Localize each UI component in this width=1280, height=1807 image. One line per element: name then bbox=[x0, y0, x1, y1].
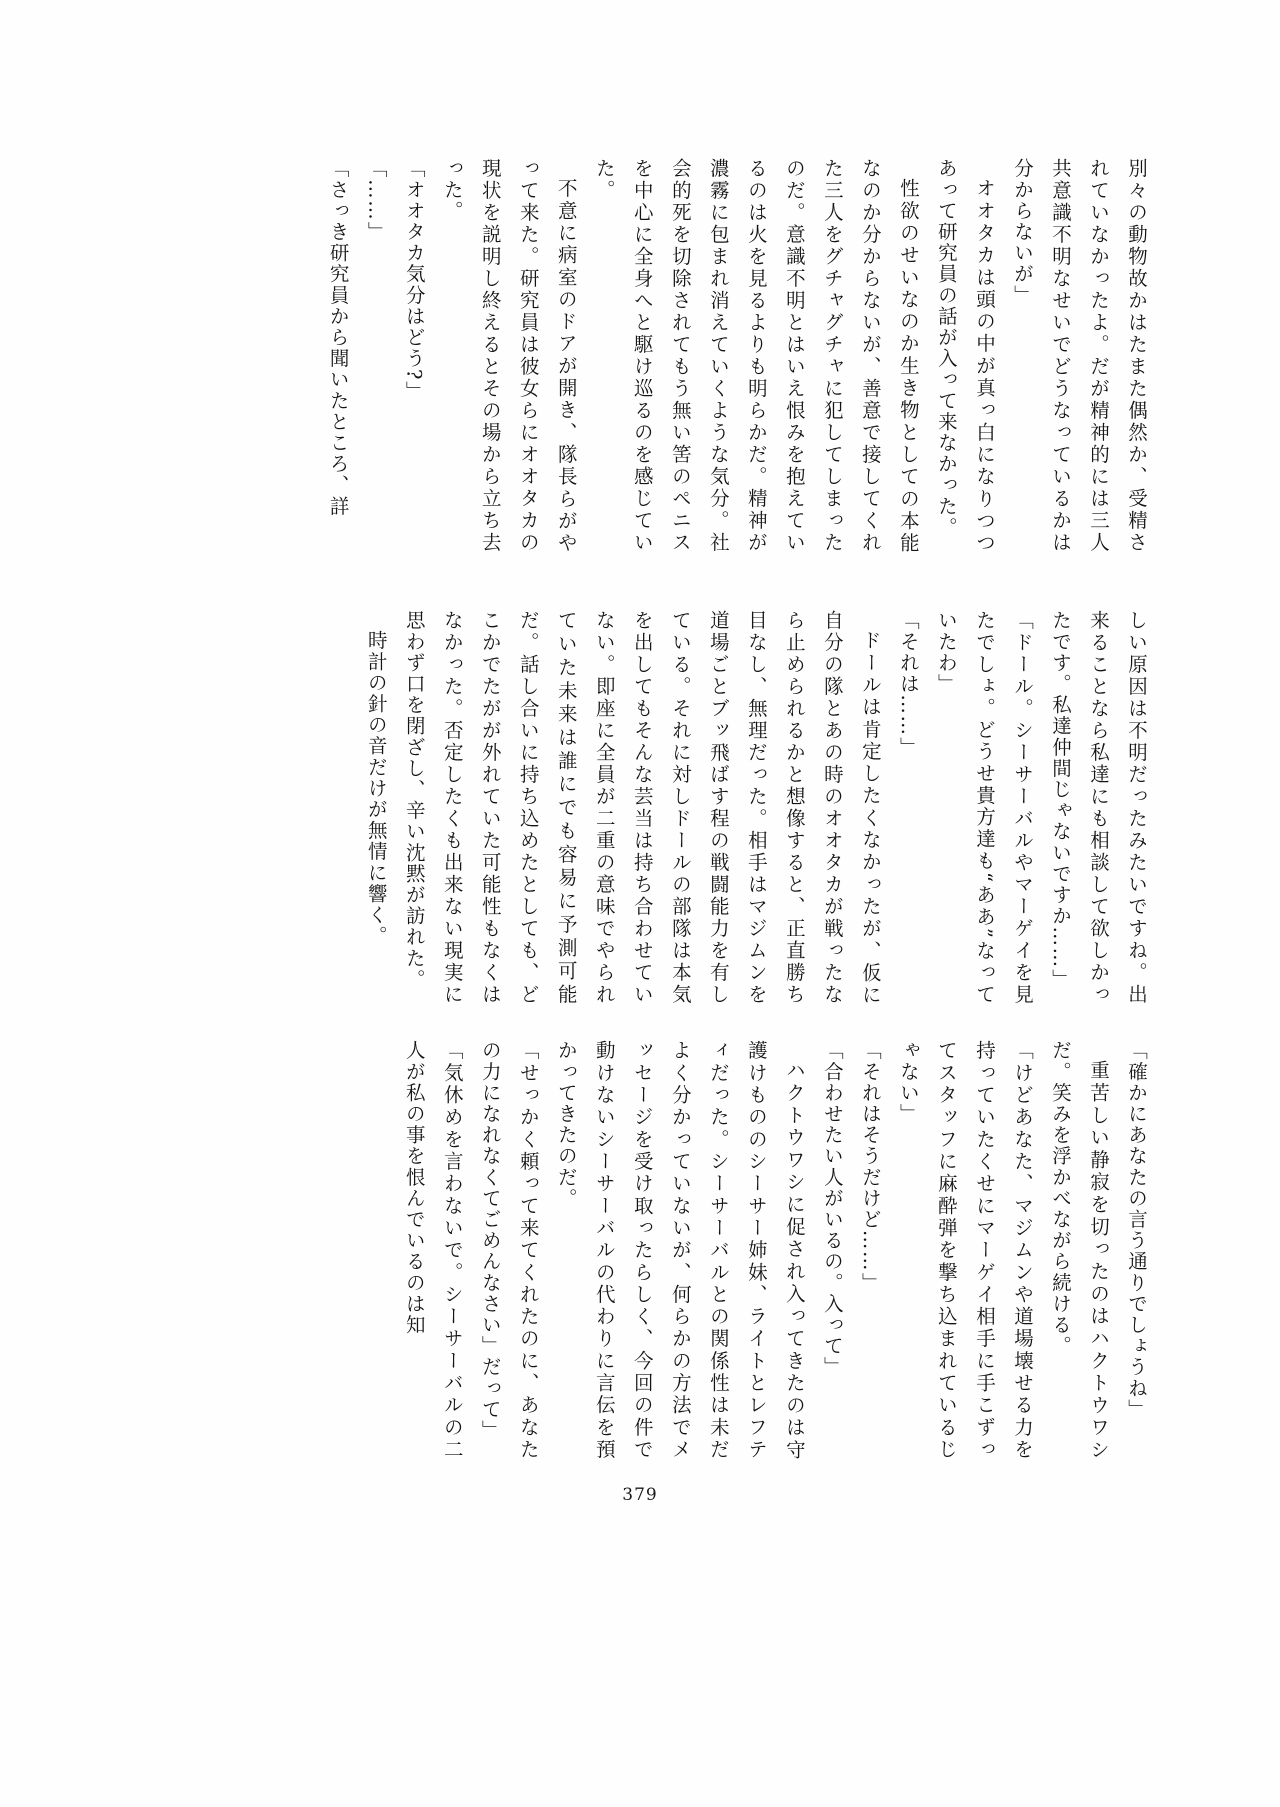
paragraph-dialogue: 「せっかく頼って来てくれたのに、あなたの力になれなくてごめんなさい」だって」 bbox=[478, 1040, 540, 1460]
paragraph-dialogue: 「それはそうだけど……」 bbox=[858, 1040, 882, 1294]
paragraph-dialogue: 「オオタカ気分はどう?」 bbox=[402, 158, 426, 403]
paragraph: しい原因は不明だったみたいですね。出来ることなら私達にも相談して欲しかったです。私達仲間じゃないですか……」 bbox=[1048, 610, 1148, 1005]
page-number: 379 bbox=[622, 1485, 658, 1505]
paragraph: ドールは肯定したくなかったが、仮に自分の隊とあの時のオオタカが戦ったなら止められるかと想像すると、正直勝ち目なし、無理だった。相手はマジムンを道場ごとブッ飛ばす程の戦闘能力を有している。それに対しドールの部隊は本気を出してもそんな芸当は持ち合わせていない。即座に全員が二重の意味でやられていた未来は誰にでも容易に予測可能だ。話し合いに持ち込めたとしても、どこかでたがが外れていた可能性もなくはなかった。否定したくも出来ない現実に思わず口を閉ざし、辛い沈黙が訪れた。 bbox=[402, 610, 882, 1005]
paragraph-dialogue: 「ドール。シーサーバルやマーゲイを見たでしょ。どうせ貴方達も“ああ”なっていたわ」 bbox=[934, 610, 1034, 1005]
paragraph: 重苦しい静寂を切ったのはハクトウワシだ。笑みを浮かべながら続ける。 bbox=[1048, 1040, 1110, 1460]
paragraph: ハクトウワシに促され入ってきたのは守護けもののシーサー姉妹、ライトとレフティだった。シーサーバルとの関係性は未だよく分かっていないが、何らかの方法でメッセージを受け取ったらしく、今回の件で動けないシーサーバルの代わりに言伝を預かってきたのだ。 bbox=[554, 1040, 806, 1460]
text-block-upper bbox=[120, 158, 1155, 553]
paragraph: 別々の動物故かはたまた偶然か、受精されていなかったよ。だが精神的には三人共意識不明なせいでどうなっているかは分からないが」 bbox=[1010, 158, 1148, 553]
paragraph: オオタカは頭の中が真っ白になりつつあって研究員の話が入って来なかった。 bbox=[934, 158, 996, 553]
paragraph-dialogue: 「合わせたい人がいるの。入って」 bbox=[820, 1040, 844, 1378]
text-block-middle bbox=[120, 610, 1155, 1005]
paragraph-dialogue: 「それは……」 bbox=[896, 610, 920, 758]
paragraph-dialogue: 「確かにあなたの言う通りでしょうね」 bbox=[1125, 1040, 1148, 1420]
paragraph: 不意に病室のドアが開き、隊長らがやって来た。研究員は彼女らにオオタカの現状を説明し終えるとその場から立ち去った。 bbox=[440, 158, 578, 553]
paragraph: 時計の針の音だけが無情に響く。 bbox=[364, 629, 388, 946]
text-block-lower bbox=[120, 1040, 1155, 1460]
paragraph: 性欲のせいなのか生き物としての本能なのか分からないが、善意で接してくれた三人をグチャグチャに犯してしまったのだ。意識不明とはいえ恨みを抱えているのは火を見るよりも明らかだ。精神が濃霧に包まれ消えていくような気分。社会的死を切除されてもう無い筈のペニスを中心に全身へと駆け巡るのを感じていた。 bbox=[592, 158, 920, 553]
paragraph-dialogue: 「さっき研究員から聞いたところ、詳 bbox=[326, 158, 350, 517]
paragraph-dialogue: 「……」 bbox=[364, 158, 388, 243]
paragraph-dialogue: 「気休めを言わないで。シーサーバルの二人が私の事を恨んでいるのは知 bbox=[402, 1040, 464, 1460]
paragraph-dialogue: 「けどあなた、マジムンや道場壊せる力を持っていたくせにマーゲイ相手に手こずってスタッフに麻酔弾を撃ち込まれているじゃない」 bbox=[896, 1040, 1034, 1460]
